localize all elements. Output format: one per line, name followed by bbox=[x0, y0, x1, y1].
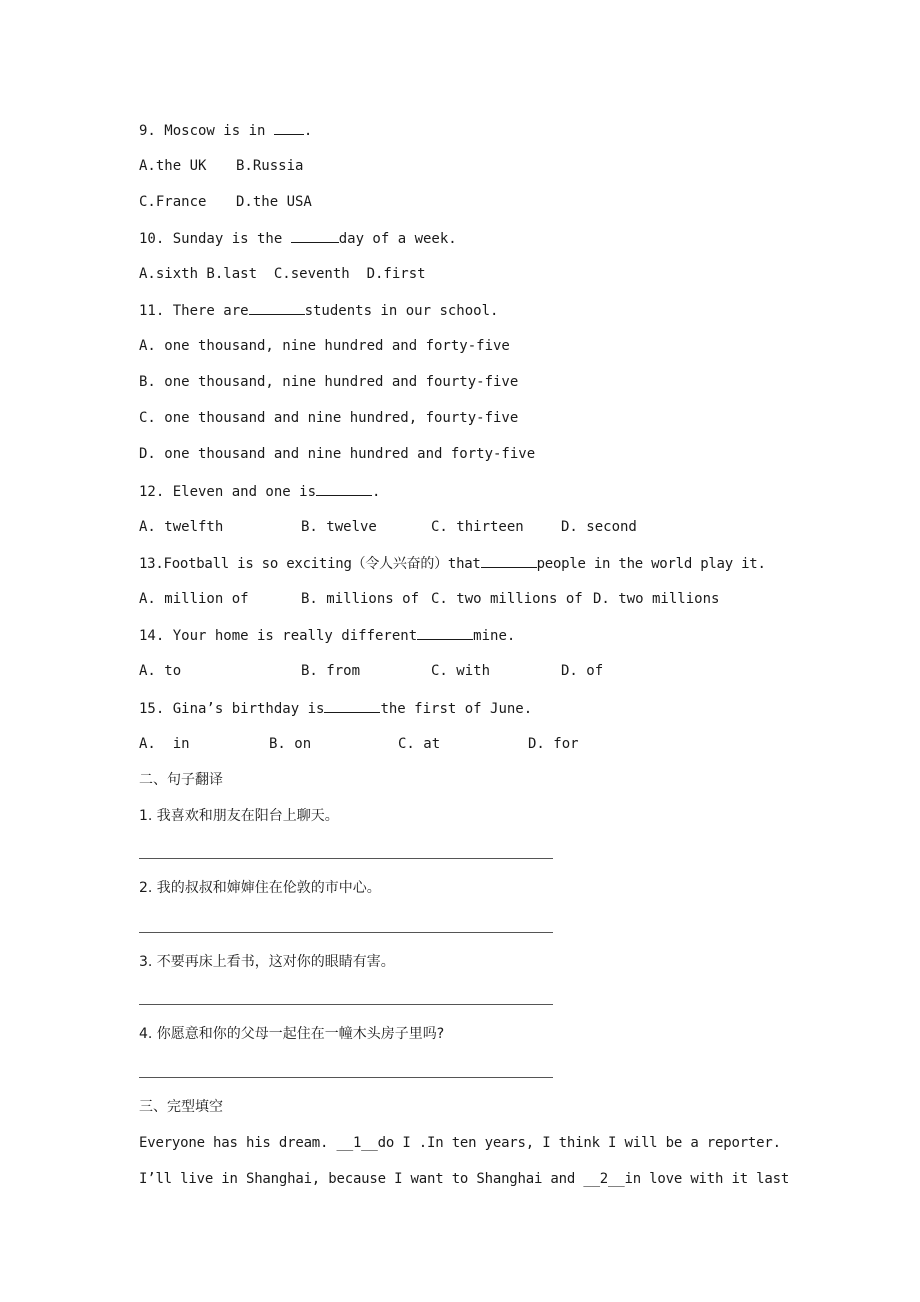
question-10-stem: 10. Sunday is the bbox=[139, 231, 291, 247]
question-9-stem-end: . bbox=[303, 123, 313, 139]
answer-blank[interactable] bbox=[291, 228, 339, 243]
section-2-heading: 二、句子翻译 bbox=[139, 772, 223, 788]
answer-line-4[interactable] bbox=[139, 1077, 553, 1078]
answer-line-1[interactable] bbox=[139, 858, 553, 859]
q10-options: A.sixth B.last C.seventh D.first bbox=[139, 266, 426, 282]
question-11-stem-end: students in our school. bbox=[304, 303, 499, 319]
translation-item-2: 2. 我的叔叔和婶婶住在伦敦的市中心。 bbox=[139, 880, 381, 896]
cloze-passage-line-2: I’ll live in Shanghai, because I want to Shanghai and __2__in love with it last bbox=[139, 1171, 790, 1187]
question-9-stem: 9. Moscow is in bbox=[139, 123, 274, 139]
question-14-stem: 14. Your home is really different bbox=[139, 628, 418, 644]
question-15 bbox=[139, 698, 532, 719]
cloze-passage-line-1: Everyone has his dream. __1__do I .In ten years, I think I will be a reporter. bbox=[139, 1135, 781, 1151]
question-12 bbox=[139, 481, 380, 502]
q13-option-d: D. two millions bbox=[593, 591, 720, 607]
q13-option-c: C. two millions of bbox=[431, 591, 583, 607]
translation-item-1: 1. 我喜欢和朋友在阳台上聊天。 bbox=[139, 808, 339, 824]
answer-blank[interactable] bbox=[481, 553, 537, 568]
q9-option-b: B.Russia bbox=[236, 158, 304, 174]
q15-option-b: B. on bbox=[269, 736, 312, 752]
q9-option-a: A.the UK bbox=[139, 158, 207, 174]
translation-item-3: 3. 不要再床上看书，这对你的眼睛有害。 bbox=[139, 954, 395, 970]
question-10 bbox=[139, 228, 457, 249]
q9-option-c: C.France bbox=[139, 194, 207, 210]
q15-option-d: D. for bbox=[528, 736, 579, 752]
q12-option-d: D. second bbox=[561, 519, 637, 535]
q12-option-c: C. thirteen bbox=[431, 519, 524, 535]
question-11-stem: 11. There are bbox=[139, 303, 249, 319]
answer-blank[interactable] bbox=[249, 300, 305, 315]
q14-option-c: C. with bbox=[431, 663, 491, 679]
q14-option-b: B. from bbox=[301, 663, 361, 679]
q15-option-c: C. at bbox=[398, 736, 441, 752]
question-10-stem-end: day of a week. bbox=[338, 231, 457, 247]
answer-blank[interactable] bbox=[316, 481, 372, 496]
q11-option-b: B. one thousand, nine hundred and fourty-five bbox=[139, 374, 519, 390]
q13-option-b: B. millions of bbox=[301, 591, 420, 607]
question-15-stem: 15. Gina’s birthday is bbox=[139, 701, 325, 717]
q15-option-a: A. in bbox=[139, 736, 190, 752]
translation-item-4: 4. 你愿意和你的父母一起住在一幢木头房子里吗? bbox=[139, 1026, 445, 1042]
answer-blank[interactable] bbox=[274, 120, 304, 135]
question-14 bbox=[139, 625, 515, 646]
q12-option-a: A. twelfth bbox=[139, 519, 224, 535]
question-15-stem-end: the first of June. bbox=[380, 701, 533, 717]
question-13 bbox=[139, 553, 766, 574]
q11-option-c: C. one thousand and nine hundred, fourty-five bbox=[139, 410, 519, 426]
answer-line-2[interactable] bbox=[139, 932, 553, 933]
question-13-stem: 13.Football is so exciting（令人兴奋的）that bbox=[139, 556, 481, 572]
question-12-stem-end: . bbox=[372, 484, 381, 500]
section-3-heading: 三、完型填空 bbox=[139, 1099, 223, 1115]
question-9 bbox=[139, 120, 312, 141]
question-13-stem-end: people in the world play it. bbox=[536, 556, 766, 572]
answer-blank[interactable] bbox=[417, 625, 473, 640]
q9-option-d: D.the USA bbox=[236, 194, 312, 210]
answer-line-3[interactable] bbox=[139, 1004, 553, 1005]
question-12-stem: 12. Eleven and one is bbox=[139, 484, 317, 500]
answer-blank[interactable] bbox=[324, 698, 380, 713]
q11-option-d: D. one thousand and nine hundred and forty-five bbox=[139, 446, 536, 462]
q13-option-a: A. million of bbox=[139, 591, 249, 607]
question-14-stem-end: mine. bbox=[473, 628, 516, 644]
q14-option-d: D. of bbox=[561, 663, 604, 679]
q12-option-b: B. twelve bbox=[301, 519, 377, 535]
question-11 bbox=[139, 300, 498, 321]
q14-option-a: A. to bbox=[139, 663, 182, 679]
q11-option-a: A. one thousand, nine hundred and forty-five bbox=[139, 338, 510, 354]
